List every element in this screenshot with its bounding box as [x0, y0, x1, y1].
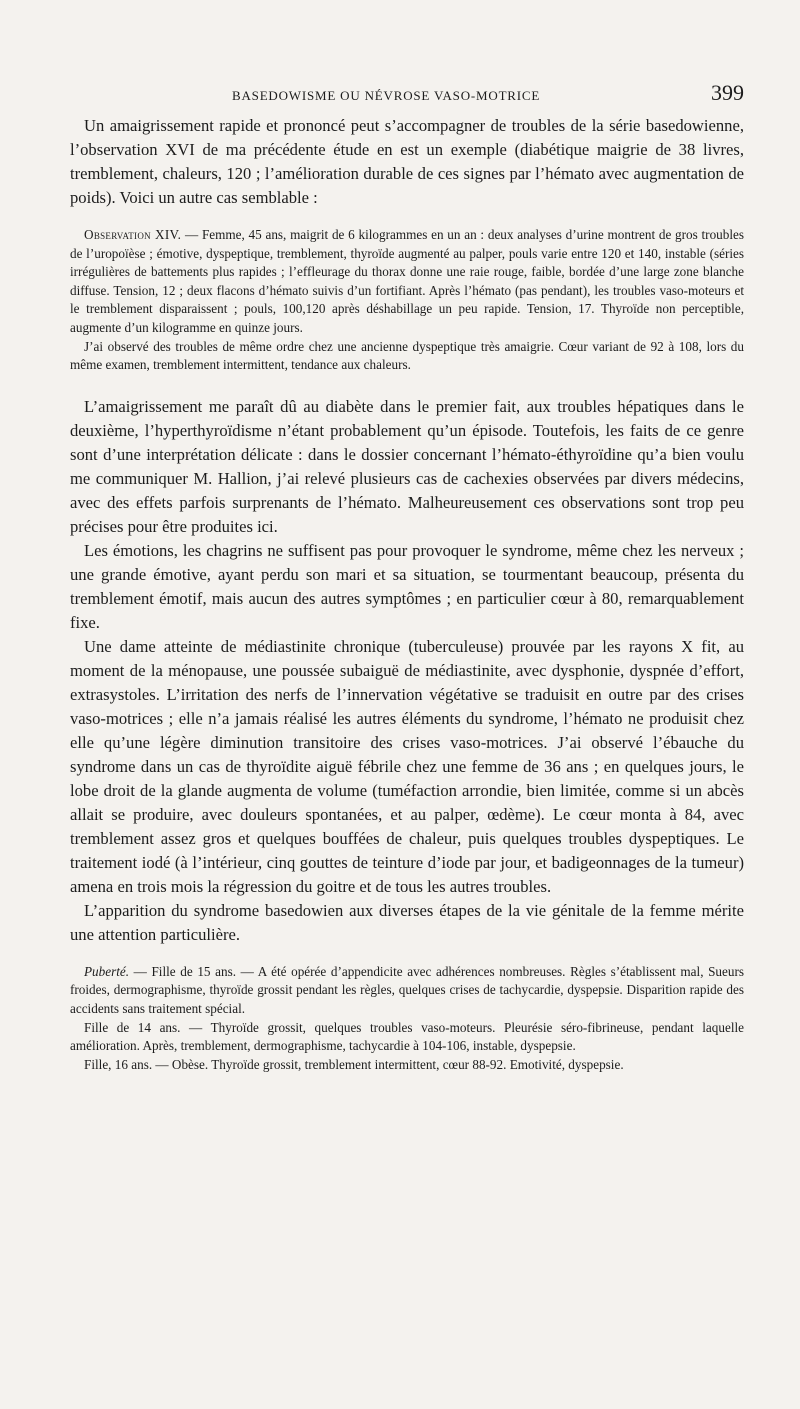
case-fille-16: Fille, 16 ans. — Obèse. Thyroïde grossit, tremblement intermittent, cœur 88-92. Emotivité, dyspepsie. [84, 1056, 624, 1072]
page-number: 399 [711, 80, 744, 105]
observation-xiv [70, 226, 744, 338]
running-head [70, 80, 744, 114]
paragraph-emotions: Les émotions, les chagrins ne suffisent pas pour provoquer le syndrome, même chez les nerveux ; une grande émotive, ayant perdu son mari et sa situation, se tourmentant beaucoup, présenta du tremblement émotif, mais aucun des autres symptômes ; en particulier cœur à 80, remarquablement fixe. [70, 540, 744, 632]
paragraph-vie-genitale: L’apparition du syndrome basedowien aux diverses étapes de la vie génitale de la femme mérite une attention particulière. [70, 900, 744, 944]
case-puberte [70, 963, 744, 1019]
paragraph-mediastinite: Une dame atteinte de médiastinite chronique (tuberculeuse) prouvée par les rayons X fit, au moment de la ménopause, une poussée subaiguë de médiastinite, avec dysphonie, dyspnée d’effort, extrasystoles. L’irritation des nerfs de l’innervation végétative se traduisit en outre par des crises vaso-motrices ; elle n’a jamais réalisé les autres éléments du syndrome, l’hémato ne produisit chez elle qu’une légère diminution transitoire des crises vaso-motrices. J’ai observé l’ébauche du syndrome dans un cas de thyroïdite aiguë fébrile chez une femme de 36 ans ; en quelques jours, le lobe droit de la glande augmenta de volume (tuméfaction arrondie, bien limitée, comme si un abcès allait se produire, avec douleurs spontanées, et au palper, œdème). Le cœur monta à 84, avec tremblement assez gros et quelques bouffées de chaleur, puis quelques troubles dyspeptiques. Le traitement iodé (à l’intérieur, cinq gouttes de teinture d’iode par jour, et badigeonnages de la tumeur) amena en trois mois la régression du goitre et de tous les autres troubles. [70, 636, 744, 896]
puberte-label: Puberté. [84, 963, 130, 979]
case-fille-14: Fille de 14 ans. — Thyroïde grossit, quelques troubles vaso-moteurs. Pleurésie séro-fibrineuse, pendant laquelle amélioration. Après, tremblement, dermographisme, tachycardie à 104-106, instable, dyspepsie. [70, 1019, 744, 1054]
paragraph-intro: Un amaigrissement rapide et prononcé peut s’accompagner de troubles de la série basedowienne, l’observation XVI de ma précédente étude en est un exemple (diabétique maigrie de 38 livres, tremblement, chaleurs, 120 ; l’amélioration durable de ces signes par l’hémato avec augmentation de poids). Voici un autre cas semblable : [70, 116, 744, 207]
puberte-text: — Fille de 15 ans. — A été opérée d’appendicite avec adhérences nombreuses. Règles s’établissent mal, Sueurs froides, dermographisme, thyroïde grossit pendant les règles, quelques crises de tachycardie, dyspepsie. Disparition rapide des accidents sans traitement spécial. [70, 963, 744, 1016]
running-title: BASEDOWISME OU NÉVROSE VASO-MOTRICE [232, 88, 541, 103]
paragraph-amaigrissement: L’amaigrissement me paraît dû au diabète dans le premier fait, aux troubles hépatiques dans le deuxième, l’hyperthyroïdisme n’étant probablement qu’un épisode. Toutefois, les faits de ce genre sont d’une interprétation délicate : dans le dossier concernant l’hémato-éthyroïdine qu’a bien voulu me communiquer M. Hallion, j’ai relevé plusieurs cas de cachexies observées par divers médecins, avec des effets parfois surprenants de l’hémato. Malheureusement ces observations sont trop peu précises pour être produites ici. [70, 396, 744, 536]
observation-text: — Femme, 45 ans, maigrit de 6 kilogrammes en un an : deux analyses d’urine montrent de gros troubles de l’uropoïèse ; émotive, dyspeptique, tremblement, thyroïde augmenté au palper, pouls varie entre 120 et 140, instable (séries irrégulières de battements plus rapides ; l’effleurage du thorax donne une raie rouge, faible, bordée d’une large zone blanche diffuse. Tension, 12 ; deux flacons d’hémato suivis d’un fortifiant. Après l’hémato (pas pendant), les troubles vaso-moteurs et le tremblement disparaissent ; pouls, 100,120 après déshabillage un peu rapide. Tension, 17. Thyroïde non perceptible, augmente d’un kilogramme en quinze jours. [70, 227, 745, 335]
observation-label: Observation XIV. [84, 227, 182, 242]
observation-note: J’ai observé des troubles de même ordre chez une ancienne dyspeptique très amaigrie. Cœur variant de 92 à 108, lors du même examen, tremblement intermittent, tendance aux chaleurs. [70, 338, 744, 373]
